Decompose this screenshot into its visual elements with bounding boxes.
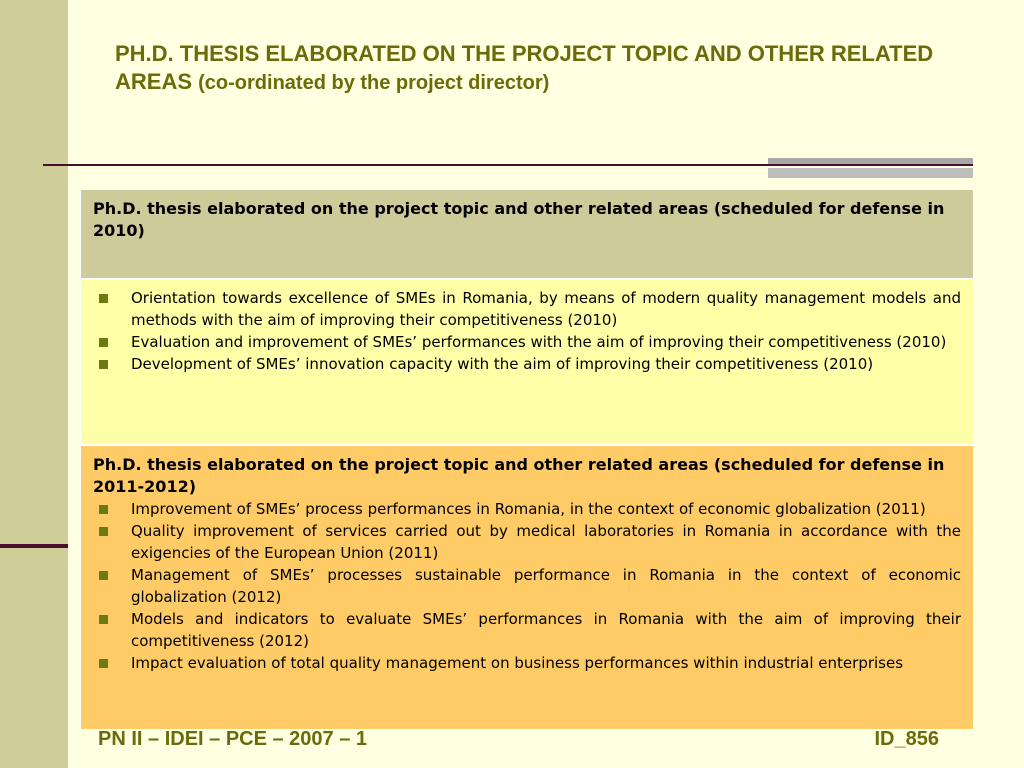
list-item-text: Improvement of SMEs’ process performances in Romania, in the context of economic globalization (2011)	[131, 500, 926, 518]
section2-list	[93, 498, 961, 674]
section2-header: Ph.D. thesis elaborated on the project topic and other related areas (scheduled for defense in 2011-2012)	[93, 455, 945, 496]
square-bullet-icon	[99, 527, 108, 536]
list-item-text: Evaluation and improvement of SMEs’ performances with the aim of improving their competitiveness (2010)	[131, 333, 947, 351]
corner-decorative-bar-lower	[768, 168, 973, 178]
list-item-text: Development of SMEs’ innovation capacity with the aim of improving their competitiveness (2010)	[131, 355, 874, 373]
slide-title	[115, 40, 975, 97]
square-bullet-icon	[99, 505, 108, 514]
list-item	[93, 652, 961, 674]
list-item	[93, 353, 961, 375]
thesis-table	[80, 189, 974, 730]
footer-project-code: PN II – IDEI – PCE – 2007 – 1	[98, 728, 368, 750]
list-item	[93, 608, 961, 652]
section1-header-row	[81, 190, 973, 280]
footer-id: ID_856	[874, 728, 939, 750]
list-item	[93, 520, 961, 564]
section1-header: Ph.D. thesis elaborated on the project topic and other related areas (scheduled for defense in 2010)	[93, 199, 945, 240]
section1-items-row	[81, 280, 973, 446]
section1-list	[93, 287, 961, 375]
list-item	[93, 287, 961, 331]
square-bullet-icon	[99, 615, 108, 624]
title-suffix: (co-ordinated by the project director)	[198, 72, 550, 94]
list-item-text: Models and indicators to evaluate SMEs’ performances in Romania with the aim of improving their competitiveness (2012)	[131, 610, 961, 650]
list-item-text: Orientation towards excellence of SMEs in Romania, by means of modern quality management models and methods with the aim of improving their competitiveness (2010)	[131, 289, 961, 329]
list-item	[93, 564, 961, 608]
title-divider-line	[43, 164, 973, 166]
list-item	[93, 498, 961, 520]
square-bullet-icon	[99, 294, 108, 303]
square-bullet-icon	[99, 338, 108, 347]
square-bullet-icon	[99, 571, 108, 580]
list-item-text: Quality improvement of services carried out by medical laboratories in Romania in accordance with the exigencies of the European Union (2011)	[131, 522, 961, 562]
list-item-text: Management of SMEs’ processes sustainable performance in Romania in the context of economic globalization (2012)	[131, 566, 961, 606]
left-decorative-band	[0, 0, 68, 768]
square-bullet-icon	[99, 659, 108, 668]
left-divider-line	[0, 544, 68, 548]
list-item-text: Impact evaluation of total quality management on business performances within industrial enterprises	[131, 654, 904, 672]
list-item	[93, 331, 961, 353]
title-main: PH.D. THESIS ELABORATED ON THE PROJECT TOPIC AND OTHER RELATED AREAS	[115, 41, 934, 94]
section2-row	[81, 446, 973, 729]
square-bullet-icon	[99, 360, 108, 369]
